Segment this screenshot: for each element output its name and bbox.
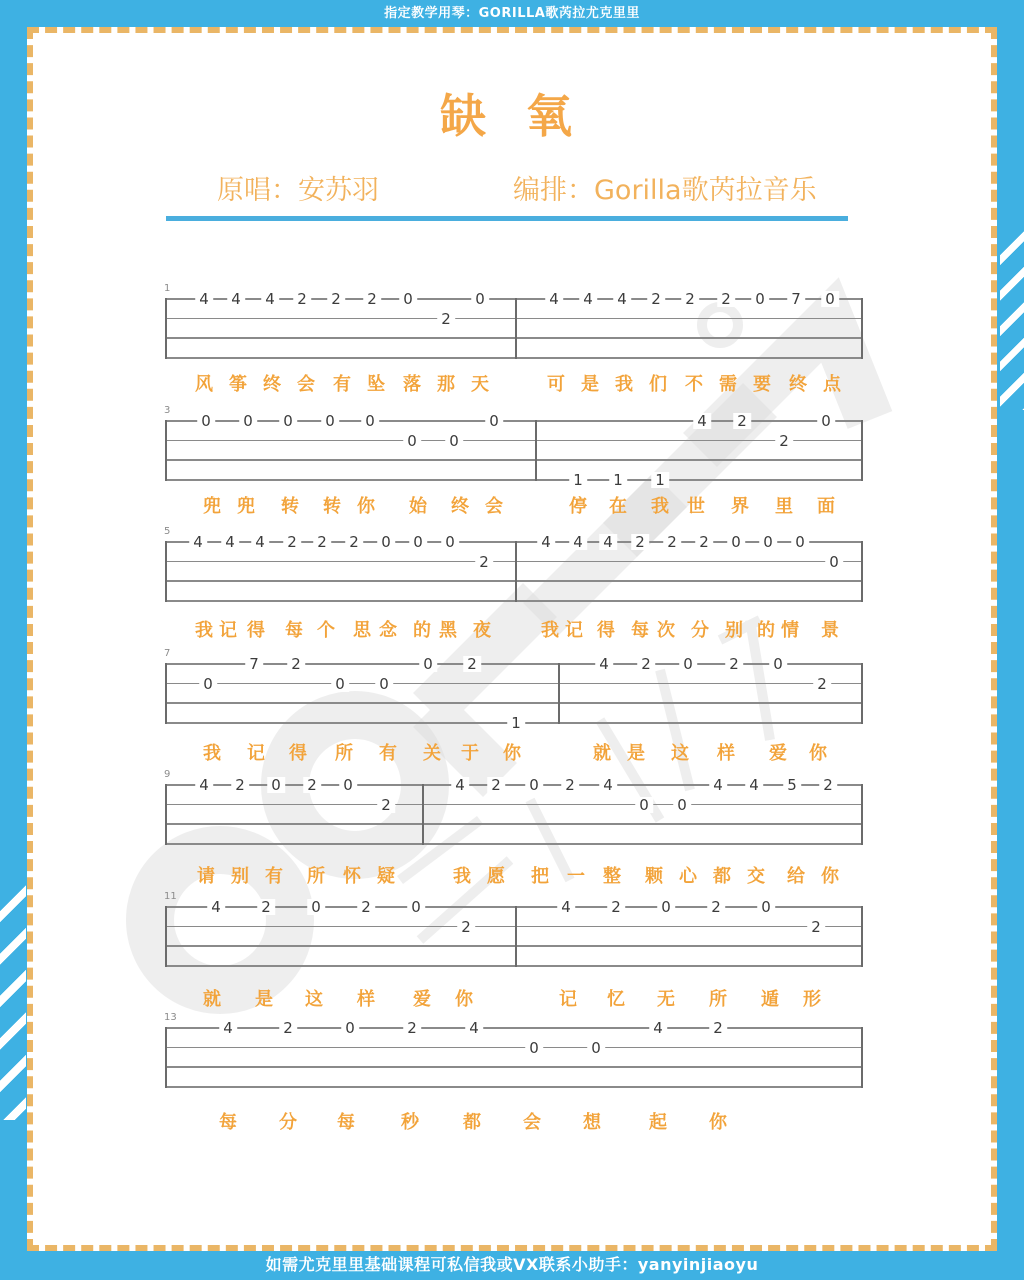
fret-number: 0 xyxy=(817,413,835,429)
lyric-char: 关 xyxy=(423,743,441,764)
fret-number: 0 xyxy=(267,777,285,793)
lyric-char: 想 xyxy=(583,1112,601,1133)
fret-number: 2 xyxy=(293,291,311,307)
tab-string-line xyxy=(166,1027,862,1029)
barline xyxy=(165,663,167,724)
lyric-char: 这 xyxy=(671,743,689,764)
lyric-char: 起 xyxy=(649,1112,667,1133)
fret-number: 0 xyxy=(403,433,421,449)
fret-number: 2 xyxy=(709,1020,727,1036)
fret-number: 4 xyxy=(649,1020,667,1036)
fret-number: 0 xyxy=(361,413,379,429)
fret-number: 2 xyxy=(607,899,625,915)
lyric-char: 得 xyxy=(289,743,307,764)
lyric-char: 要 xyxy=(753,374,771,395)
lyric-char: 愿 xyxy=(487,866,505,887)
fret-number: 7 xyxy=(787,291,805,307)
fret-number: 4 xyxy=(451,777,469,793)
tab-system xyxy=(164,891,862,966)
lyric-char: 心 xyxy=(679,866,697,887)
song-title: 缺 氧 xyxy=(439,89,584,143)
lyric-char: 都 xyxy=(463,1112,481,1133)
lyric-char: 有 xyxy=(265,866,283,887)
fret-number: 7 xyxy=(245,656,263,672)
barline xyxy=(165,420,167,481)
fret-number: 2 xyxy=(279,1020,297,1036)
fret-number: 4 xyxy=(219,1020,237,1036)
tab-string-line xyxy=(166,541,862,543)
fret-number: 4 xyxy=(261,291,279,307)
fret-number: 4 xyxy=(537,534,555,550)
fret-number: 0 xyxy=(679,656,697,672)
lyric-char: 界 xyxy=(731,496,749,517)
tab-string-line xyxy=(166,804,862,806)
fret-number: 2 xyxy=(327,291,345,307)
lyric-char: 记 xyxy=(247,743,265,764)
lyric-char: 点 xyxy=(823,374,841,395)
fret-number: 2 xyxy=(357,899,375,915)
lyric-char: 我 xyxy=(615,374,633,395)
fret-number: 4 xyxy=(251,534,269,550)
measure-number: 7 xyxy=(164,648,171,659)
lyric-char: 爱 xyxy=(769,743,787,764)
fret-number: 0 xyxy=(445,433,463,449)
lyric-char: 记 xyxy=(559,989,577,1010)
barline xyxy=(165,906,167,967)
fret-number: 0 xyxy=(239,413,257,429)
lyric-char: 兜 xyxy=(203,496,221,517)
fret-number: 2 xyxy=(463,656,481,672)
lyric-char: 坠 xyxy=(367,374,385,395)
barline xyxy=(422,784,424,845)
fret-number: 0 xyxy=(825,554,843,570)
fret-number: 2 xyxy=(283,534,301,550)
tab-string-line xyxy=(166,1047,862,1049)
lyric-char: 疑 xyxy=(377,866,395,887)
lyric-char: 秒 xyxy=(401,1112,419,1133)
lyric-char: 爱 xyxy=(413,989,431,1010)
lyric-char: 就 xyxy=(203,989,221,1010)
lyric-char: 可 xyxy=(547,374,565,395)
tab-string-line xyxy=(166,440,862,442)
fret-number: 4 xyxy=(569,534,587,550)
fret-number: 0 xyxy=(441,534,459,550)
lyric-char: 无 xyxy=(657,989,675,1010)
lyric-char: 给 xyxy=(787,866,805,887)
fret-number: 4 xyxy=(195,777,213,793)
fret-number: 0 xyxy=(409,534,427,550)
tab-string-line xyxy=(166,926,862,928)
lyric-char: 兜 xyxy=(237,496,255,517)
measure-number: 3 xyxy=(164,405,171,416)
fret-number: 0 xyxy=(525,777,543,793)
tab-string-line xyxy=(166,702,862,704)
tab-string-line xyxy=(166,357,862,359)
tab-string-line xyxy=(166,479,862,481)
lyric-char: 黑 xyxy=(439,620,457,641)
barline xyxy=(515,298,517,359)
barline xyxy=(535,420,537,481)
fret-number: 0 xyxy=(199,676,217,692)
tab-string-line xyxy=(166,580,862,582)
tab-string-line xyxy=(166,1066,862,1068)
lyric-char: 个 xyxy=(317,620,335,641)
lyric-char: 这 xyxy=(305,989,323,1010)
lyric-char: 不 xyxy=(685,374,703,395)
tab-string-line xyxy=(166,945,862,947)
fret-number: 0 xyxy=(757,899,775,915)
fret-number: 0 xyxy=(751,291,769,307)
lyric-char: 整 xyxy=(603,866,621,887)
barline xyxy=(861,784,863,845)
fret-number: 0 xyxy=(331,676,349,692)
lyric-char: 遁 xyxy=(761,989,779,1010)
fret-number: 2 xyxy=(681,291,699,307)
lyric-char: 景 xyxy=(821,620,839,641)
fret-number: 0 xyxy=(399,291,417,307)
fret-number: 4 xyxy=(599,777,617,793)
fret-number: 1 xyxy=(507,715,525,731)
lyric-char: 需 xyxy=(719,374,737,395)
tab-string-line xyxy=(166,823,862,825)
lyric-char: 就 xyxy=(593,743,611,764)
tab-string-line xyxy=(166,683,862,685)
lyric-char: 终 xyxy=(789,374,807,395)
lyric-char: 会 xyxy=(523,1112,541,1133)
lyric-char: 们 xyxy=(649,374,667,395)
fret-number: 4 xyxy=(221,534,239,550)
fret-number: 4 xyxy=(195,291,213,307)
fret-number: 2 xyxy=(637,656,655,672)
lyric-char: 停 xyxy=(569,496,587,517)
fret-number: 0 xyxy=(791,534,809,550)
lyric-char: 会 xyxy=(297,374,315,395)
fret-number: 4 xyxy=(595,656,613,672)
tab-system xyxy=(164,769,862,844)
lyric-char: 转 xyxy=(281,496,299,517)
measure-number: 13 xyxy=(164,1012,177,1023)
lyric-char: 颗 xyxy=(645,866,663,887)
lyric-char: 你 xyxy=(821,866,839,887)
fret-number: 2 xyxy=(437,311,455,327)
fret-number: 2 xyxy=(695,534,713,550)
lyric-char: 落 xyxy=(403,374,421,395)
barline xyxy=(861,906,863,967)
fret-number: 4 xyxy=(227,291,245,307)
fret-number: 2 xyxy=(487,777,505,793)
fret-number: 0 xyxy=(279,413,297,429)
fret-number: 0 xyxy=(587,1040,605,1056)
lyric-char: 每 xyxy=(285,620,303,641)
fret-number: 2 xyxy=(819,777,837,793)
fret-number: 4 xyxy=(545,291,563,307)
tab-system xyxy=(164,1012,862,1087)
barline xyxy=(861,298,863,359)
fret-number: 0 xyxy=(341,1020,359,1036)
barline xyxy=(861,541,863,602)
barline xyxy=(861,1027,863,1088)
fret-number: 0 xyxy=(673,797,691,813)
lyric-char: 记 xyxy=(219,620,237,641)
lyric-char: 每 xyxy=(337,1112,355,1133)
fret-number: 2 xyxy=(561,777,579,793)
tab-string-line xyxy=(166,663,862,665)
lyric-char: 你 xyxy=(357,496,375,517)
lyric-char: 分 xyxy=(279,1112,297,1133)
tab-string-line xyxy=(166,318,862,320)
fret-number: 0 xyxy=(525,1040,543,1056)
fret-number: 0 xyxy=(419,656,437,672)
tab-system xyxy=(164,405,862,489)
fret-number: 2 xyxy=(663,534,681,550)
lyric-char: 所 xyxy=(307,866,325,887)
lyric-char: 形 xyxy=(803,989,821,1010)
fret-number: 2 xyxy=(475,554,493,570)
fret-number: 0 xyxy=(407,899,425,915)
lyric-char: 得 xyxy=(597,620,615,641)
fret-number: 4 xyxy=(207,899,225,915)
lyric-char: 我 xyxy=(453,866,471,887)
lyric-char: 请 xyxy=(197,866,215,887)
lyric-char: 面 xyxy=(817,496,835,517)
fret-number: 2 xyxy=(231,777,249,793)
lyric-char: 你 xyxy=(455,989,473,1010)
decorative-stripes-right xyxy=(1000,230,1024,410)
lyric-char: 的 xyxy=(413,620,431,641)
barline xyxy=(165,541,167,602)
measure-number: 1 xyxy=(164,283,171,294)
fret-number: 4 xyxy=(189,534,207,550)
lyric-char: 你 xyxy=(709,1112,727,1133)
lyric-char: 怀 xyxy=(343,866,361,887)
barline xyxy=(165,784,167,845)
fret-number: 0 xyxy=(307,899,325,915)
fret-number: 0 xyxy=(635,797,653,813)
fret-number: 2 xyxy=(363,291,381,307)
fret-number: 4 xyxy=(745,777,763,793)
fret-number: 2 xyxy=(303,777,321,793)
measure-number: 9 xyxy=(164,769,171,780)
lyric-char: 别 xyxy=(231,866,249,887)
fret-number: 2 xyxy=(733,413,751,429)
barline xyxy=(861,420,863,481)
lyric-char: 我 xyxy=(203,743,221,764)
lyric-char: 是 xyxy=(255,989,273,1010)
lyric-char: 是 xyxy=(581,374,599,395)
fret-number: 1 xyxy=(651,472,669,488)
lyric-char: 那 xyxy=(437,374,455,395)
tab-system xyxy=(164,526,862,601)
measure-number: 5 xyxy=(164,526,171,537)
fret-number: 4 xyxy=(579,291,597,307)
fret-number: 2 xyxy=(813,676,831,692)
lyric-char: 你 xyxy=(503,743,521,764)
fret-number: 1 xyxy=(569,472,587,488)
fret-number: 2 xyxy=(403,1020,421,1036)
lyric-char: 别 xyxy=(725,620,743,641)
fret-number: 0 xyxy=(339,777,357,793)
barline xyxy=(165,298,167,359)
fret-number: 0 xyxy=(471,291,489,307)
bottom-banner: 如需尤克里里基础课程可私信我或VX联系小助手：yanyinjiaoyu xyxy=(265,1255,759,1274)
lyric-char: 天 xyxy=(471,374,489,395)
tab-string-line xyxy=(166,1086,862,1088)
tab-system xyxy=(164,283,862,358)
fret-number: 2 xyxy=(257,899,275,915)
fret-number: 4 xyxy=(709,777,727,793)
fret-number: 2 xyxy=(313,534,331,550)
fret-number: 4 xyxy=(599,534,617,550)
lyric-char: 世 xyxy=(687,496,705,517)
fret-number: 4 xyxy=(557,899,575,915)
arranger-credit: 编排：Gorilla歌芮拉音乐 xyxy=(513,175,817,206)
lyric-char: 在 xyxy=(609,496,627,517)
lyric-char: 念 xyxy=(379,620,397,641)
lyric-char: 得 xyxy=(247,620,265,641)
lyric-char: 你 xyxy=(809,743,827,764)
lyric-char: 记 xyxy=(565,620,583,641)
lyric-char: 所 xyxy=(335,743,353,764)
tab-string-line xyxy=(166,337,862,339)
lyric-char: 次 xyxy=(657,620,675,641)
tab-string-line xyxy=(166,459,862,461)
fret-number: 2 xyxy=(717,291,735,307)
fret-number: 0 xyxy=(321,413,339,429)
fret-number: 0 xyxy=(657,899,675,915)
fret-number: 2 xyxy=(647,291,665,307)
fret-number: 0 xyxy=(377,534,395,550)
lyric-char: 我 xyxy=(195,620,213,641)
fret-number: 2 xyxy=(345,534,363,550)
barline xyxy=(515,541,517,602)
fret-number: 4 xyxy=(613,291,631,307)
fret-number: 2 xyxy=(707,899,725,915)
lyric-char: 始 xyxy=(409,496,427,517)
barline xyxy=(515,906,517,967)
lyric-char: 每 xyxy=(219,1112,237,1133)
lyric-char: 样 xyxy=(357,989,375,1010)
fret-number: 2 xyxy=(287,656,305,672)
original-singer: 原唱：安苏羽 xyxy=(217,175,379,206)
lyric-char: 夜 xyxy=(473,620,491,641)
fret-number: 2 xyxy=(631,534,649,550)
lyric-char: 里 xyxy=(775,496,793,517)
fret-number: 2 xyxy=(725,656,743,672)
fret-number: 0 xyxy=(375,676,393,692)
lyric-char: 情 xyxy=(781,620,799,641)
barline xyxy=(165,1027,167,1088)
fret-number: 0 xyxy=(769,656,787,672)
decorative-stripes-left xyxy=(0,880,26,1120)
tab-system xyxy=(164,648,862,732)
fret-number: 1 xyxy=(609,472,627,488)
lyric-char: 终 xyxy=(263,374,281,395)
lyric-char: 转 xyxy=(323,496,341,517)
lyric-char: 一 xyxy=(567,866,585,887)
top-banner: 指定教学用琴：GORILLA歌芮拉尤克里里 xyxy=(384,6,640,21)
lyric-char: 有 xyxy=(333,374,351,395)
lyric-char: 是 xyxy=(627,743,645,764)
fret-number: 4 xyxy=(465,1020,483,1036)
fret-number: 0 xyxy=(727,534,745,550)
lyric-char: 我 xyxy=(651,496,669,517)
lyric-char: 每 xyxy=(631,620,649,641)
lyric-char: 筝 xyxy=(229,374,247,395)
fret-number: 0 xyxy=(197,413,215,429)
barline xyxy=(558,663,560,724)
lyric-char: 所 xyxy=(709,989,727,1010)
lyric-char: 的 xyxy=(757,620,775,641)
tab-string-line xyxy=(166,561,862,563)
lyric-char: 风 xyxy=(195,374,213,395)
lyric-char: 都 xyxy=(713,866,731,887)
lyric-char: 忆 xyxy=(607,989,625,1010)
tab-string-line xyxy=(166,965,862,967)
title-divider xyxy=(166,216,848,221)
tab-string-line xyxy=(166,420,862,422)
lyric-char: 会 xyxy=(485,496,503,517)
fret-number: 2 xyxy=(775,433,793,449)
barline xyxy=(861,663,863,724)
tab-string-line xyxy=(166,600,862,602)
fret-number: 5 xyxy=(783,777,801,793)
lyric-char: 样 xyxy=(717,743,735,764)
lyric-char: 我 xyxy=(541,620,559,641)
lyric-char: 分 xyxy=(691,620,709,641)
lyric-char: 终 xyxy=(451,496,469,517)
fret-number: 0 xyxy=(485,413,503,429)
measure-number: 11 xyxy=(164,891,177,902)
lyric-char: 思 xyxy=(353,620,371,641)
tab-string-line xyxy=(166,843,862,845)
fret-number: 0 xyxy=(759,534,777,550)
lyric-char: 有 xyxy=(379,743,397,764)
fret-number: 2 xyxy=(377,797,395,813)
fret-number: 0 xyxy=(821,291,839,307)
fret-number: 4 xyxy=(693,413,711,429)
lyric-char: 于 xyxy=(461,743,479,764)
fret-number: 2 xyxy=(457,919,475,935)
lyric-char: 把 xyxy=(531,866,549,887)
lyric-char: 交 xyxy=(747,866,765,887)
fret-number: 2 xyxy=(807,919,825,935)
